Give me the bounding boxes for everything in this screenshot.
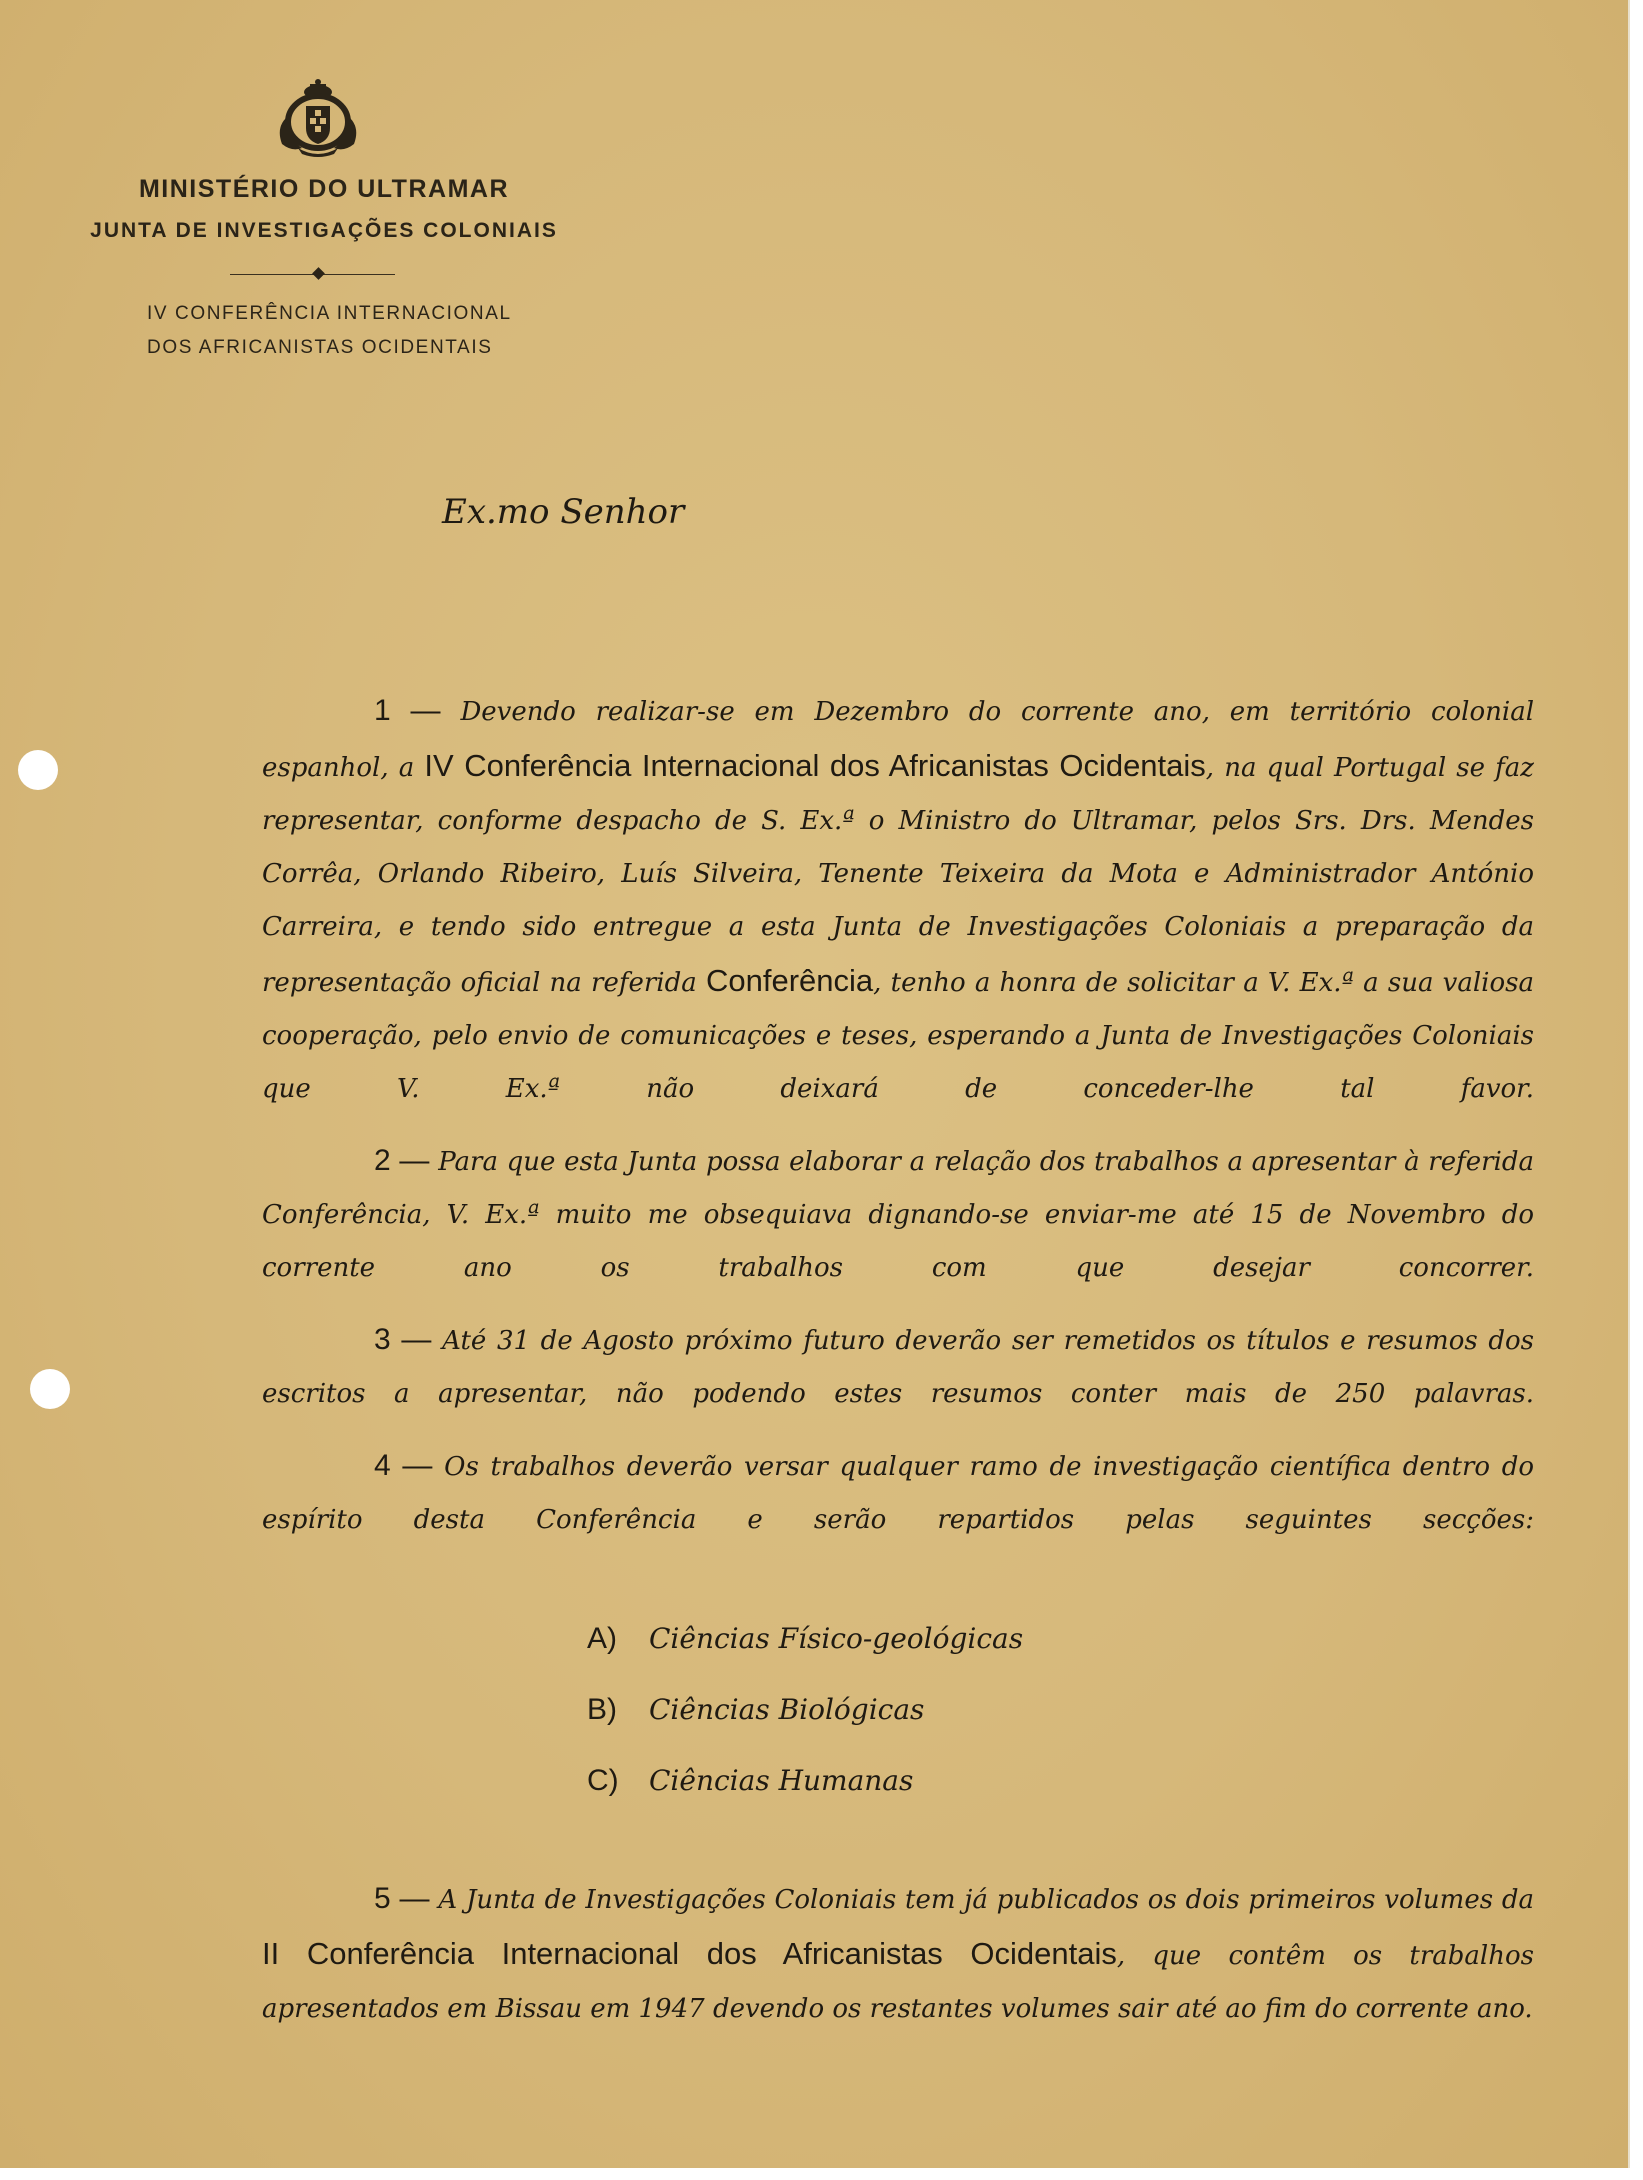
punch-hole-top (18, 750, 58, 790)
section-label: Ciências Humanas (649, 1764, 914, 1797)
paragraph-5 (262, 1872, 1534, 2036)
paragraph-text: Devendo realizar-se em Dezembro do corrente ano, em território colonial espanhol, a (262, 697, 1535, 783)
letter-body (262, 684, 1534, 2036)
conference-title-line1: IV CONFERÊNCIA INTERNACIONAL (147, 303, 512, 324)
conference-name: II Conferência Internacional dos Africanistas Ocidentais (262, 1936, 1117, 1971)
paragraph-text: A Junta de Investigações Coloniais tem já publicados os dois primeiros volumes da (438, 1885, 1534, 1915)
paragraph-text: Os trabalhos deverão versar qualquer ramo de investigação científica dentro do espírito desta Conferência e serão repartidos pelas seguintes secções: (262, 1452, 1534, 1535)
section-letter: A) (587, 1622, 617, 1655)
conference-word: Conferência (705, 963, 874, 998)
section-item (587, 1603, 1534, 1674)
conference-name: IV Conferência Internacional dos Africanistas Ocidentais (424, 748, 1206, 783)
salutation: Ex.mo Senhor (442, 492, 685, 532)
junta-name: JUNTA DE INVESTIGAÇÕES COLONIAIS (90, 219, 558, 242)
section-letter: B) (587, 1693, 617, 1726)
section-item (587, 1674, 1534, 1745)
paragraph-1 (262, 684, 1534, 1116)
section-label: Ciências Biológicas (649, 1693, 925, 1726)
section-label: Ciências Físico-geológicas (649, 1622, 1024, 1655)
paragraph-3 (262, 1313, 1534, 1421)
punch-hole-bottom (30, 1369, 70, 1409)
paragraph-text: Até 31 de Agosto próximo futuro deverão ser remetidos os títulos e resumos dos escritos a apresentar, não podendo estes resumos conter mais de 250 palavras. (262, 1326, 1534, 1409)
section-letter: C) (587, 1764, 619, 1797)
divider-diamond (312, 267, 325, 280)
section-item (587, 1745, 1534, 1816)
paragraph-text: , na qual Portugal se faz representar, conforme despacho de S. Ex.ª o Ministro do Ultramar, pelos Srs. Drs. Mendes Corrêa, Orlando Ribeiro, Luís Silveira, Tenente Teixeira da Mota e Administrador António Carreira, e tendo sido entregue a esta Junta de Investigações Coloniais a preparação da representação oficial na referida (262, 753, 1534, 998)
paragraph-text: , tenho a honra de solicitar a V. Ex.ª a sua valiosa cooperação, pelo envio de comunicações e teses, esperando a Junta de Investigações Coloniais que V. Ex.ª não deixará de conceder-lhe tal favor. (262, 968, 1534, 1104)
paragraph-number: 2 — (374, 1144, 439, 1177)
ministry-name: MINISTÉRIO DO ULTRAMAR (138, 175, 509, 203)
paragraph-text: , que contêm os trabalhos apresentados em Bissau em 1947 devendo os restantes volumes sair até ao fim do corrente ano. (262, 1941, 1534, 2024)
sections-list (262, 1603, 1534, 1816)
paragraph-number: 3 — (374, 1323, 443, 1356)
coat-of-arms-icon (274, 78, 362, 158)
paragraph-text: Para que esta Junta possa elaborar a relação dos trabalhos a apresentar à referida Conferência, V. Ex.ª muito me obsequiava dignando-se enviar-me até 15 de Novembro do corrente ano os trabalhos com que desejar concorrer. (262, 1147, 1535, 1283)
paragraph-number: 4 — (374, 1449, 445, 1482)
paragraph-4 (262, 1439, 1534, 1547)
conference-title-line2: DOS AFRICANISTAS OCIDENTAIS (147, 337, 493, 358)
paragraph-number: 1 — (374, 694, 461, 727)
paragraph-number: 5 — (374, 1882, 439, 1915)
paragraph-2 (262, 1134, 1534, 1295)
